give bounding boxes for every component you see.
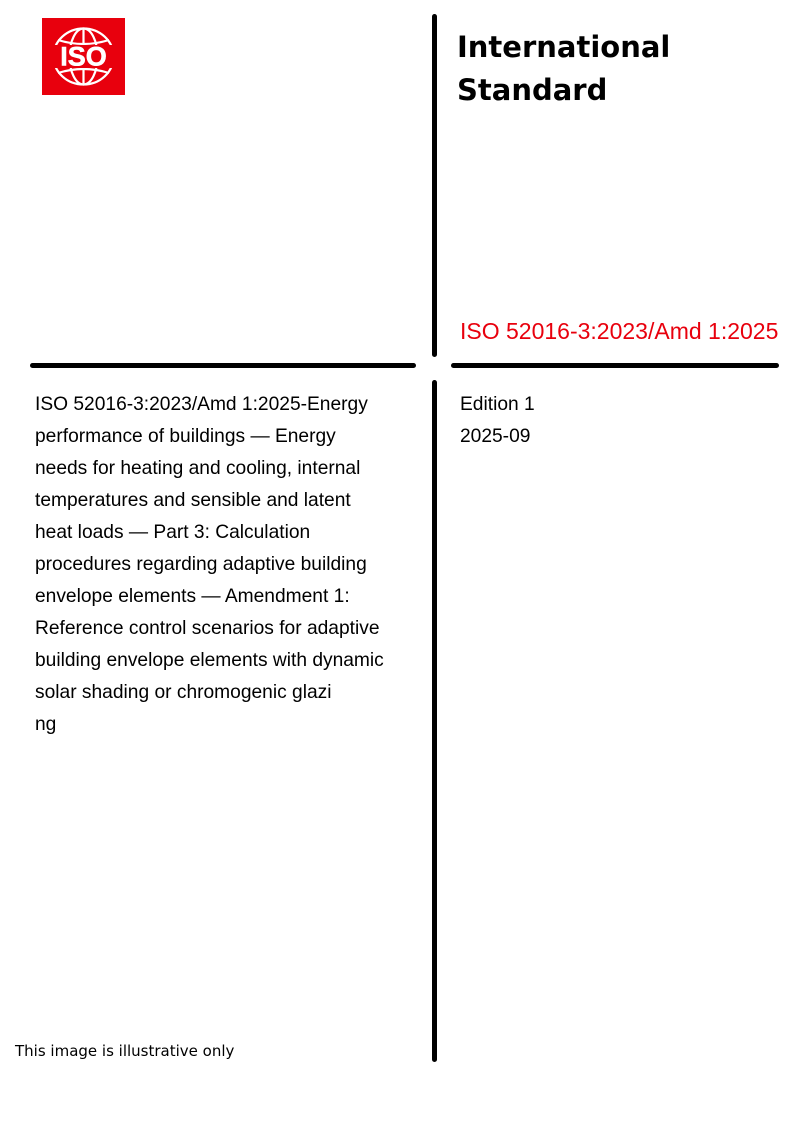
vertical-divider-top: [432, 14, 437, 357]
document-type-line-1: International: [457, 30, 671, 64]
horizontal-divider-left: [30, 363, 416, 368]
logo-text: ISO: [60, 41, 107, 72]
title-line: procedures regarding adaptive building: [35, 554, 367, 575]
standard-title: [35, 389, 430, 741]
title-line: solar shading or chromogenic glazi: [35, 682, 332, 703]
title-line: ISO 52016-3:2023/Amd 1:2025-Energy: [35, 394, 368, 415]
horizontal-divider-right: [451, 363, 779, 368]
iso-globe-logo-icon: [42, 18, 125, 95]
standard-number: ISO 52016-3:2023/Amd 1:2025: [460, 318, 779, 344]
title-line: temperatures and sensible and latent: [35, 490, 351, 511]
edition-label: Edition 1: [460, 394, 535, 415]
publication-date: 2025-09: [460, 426, 531, 447]
illustrative-disclaimer: This image is illustrative only: [15, 1042, 235, 1060]
title-line: building envelope elements with dynamic: [35, 650, 384, 671]
document-type-line-2: Standard: [457, 73, 608, 107]
title-line: Reference control scenarios for adaptive: [35, 618, 380, 639]
title-line: ng: [35, 714, 57, 735]
title-line: performance of buildings — Energy: [35, 426, 336, 447]
edition-info: [460, 389, 535, 453]
title-line: envelope elements — Amendment 1:: [35, 586, 350, 607]
vertical-divider-bottom: [432, 380, 437, 1062]
iso-logo: [42, 18, 125, 95]
document-type: [457, 26, 670, 112]
title-line: heat loads — Part 3: Calculation: [35, 522, 311, 543]
title-line: needs for heating and cooling, internal: [35, 458, 361, 479]
